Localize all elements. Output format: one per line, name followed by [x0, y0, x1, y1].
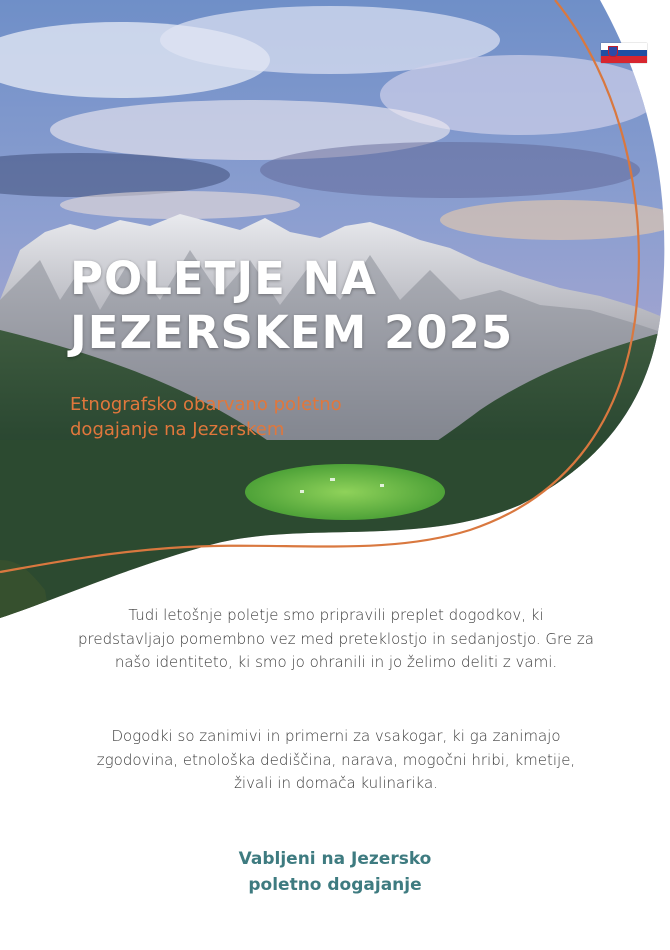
invitation-text	[160, 846, 510, 898]
subtitle-line-2: dogajanje na Jezerskem	[70, 419, 285, 440]
title-line-2: JEZERSKEM 2025	[70, 306, 514, 359]
page-title	[70, 252, 590, 360]
subtitle-line-1: Etnografsko obarvano poletno	[70, 394, 342, 415]
intro-paragraph: Tudi letošnje poletje smo pripravili preplet dogodkov, ki predstavljajo pomembno vez med preteklostjo in sedanjostjo. Gre za našo identiteto, ki smo jo ohranili in jo želimo deliti z vami.	[78, 606, 594, 671]
slovenia-flag-icon	[601, 43, 647, 63]
title-line-1: POLETJE NA	[70, 252, 377, 305]
invitation-line-1: Vabljeni na Jezersko	[238, 849, 432, 869]
page-subtitle	[70, 392, 490, 442]
invitation-line-2: poletno dogajanje	[248, 875, 422, 895]
events-paragraph: Dogodki so zanimivi in primerni za vsakogar, ki ga zanimajo zgodovina, etnološka dediščina, narava, mogočni hribi, kmetije, živali in domača kulinarika.	[96, 727, 576, 792]
